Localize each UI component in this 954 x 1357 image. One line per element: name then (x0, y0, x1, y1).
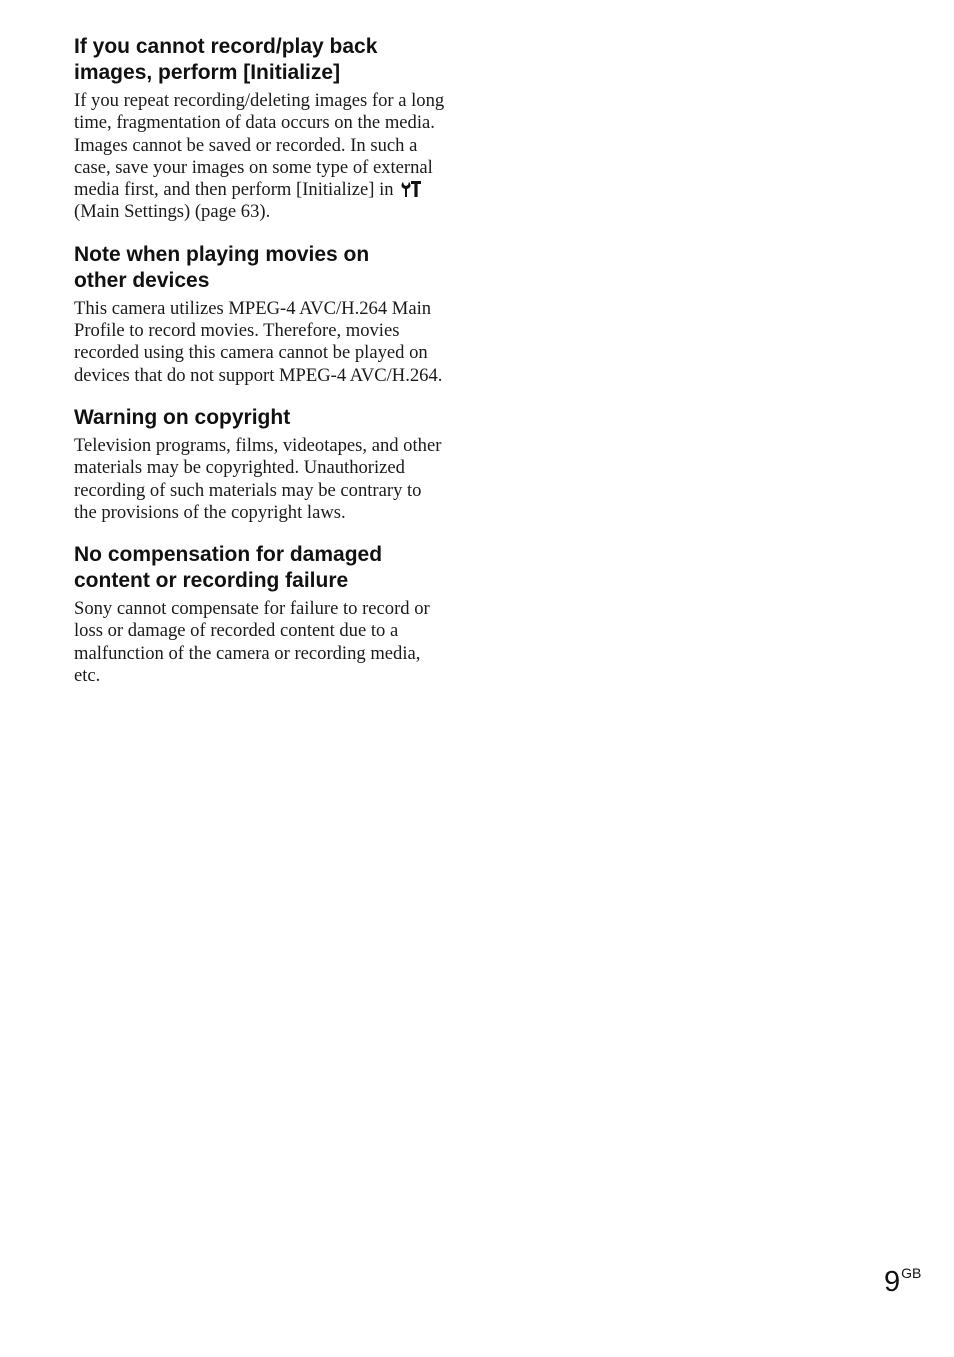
section-heading: Warning on copyright (74, 405, 291, 429)
page-number-suffix: GB (901, 1265, 922, 1281)
page-number (884, 1265, 921, 1299)
section-body: Sony cannot compensate for failure to record or loss or damage of recorded content due to a malfunction of the camera or recording media, etc. (74, 598, 430, 687)
main-settings-icon (400, 180, 422, 198)
section-body: Television programs, films, videotapes, and other materials may be copyrighted. Unauthorized recording of such materials may be contrary to the provisions of the copyright laws. (74, 434, 442, 523)
body-text-before-icon: If you repeat recording/deleting images for a long time, fragmentation of data occurs on the media. Images cannot be saved or recorded. In such a case, save your images on some type of external media first, and then perform [Initialize] in (74, 90, 445, 201)
heading-line: other devices (74, 268, 210, 292)
section-initialize (74, 34, 446, 224)
section-heading (74, 542, 446, 594)
section-body: This camera utilizes MPEG-4 AVC/H.264 Main Profile to record movies. Therefore, movies recorded using this camera cannot be played on devices that do not support MPEG-4 AVC/H.264. (74, 297, 443, 386)
section-body (74, 90, 446, 224)
section-playing-movies (74, 242, 446, 387)
section-no-compensation (74, 542, 446, 687)
page-number-value: 9 (884, 1266, 901, 1298)
heading-line: If you cannot record/play back (74, 35, 378, 58)
section-heading (74, 34, 446, 86)
heading-line: images, perform [Initialize] (74, 61, 341, 84)
heading-line: No compensation for damaged (74, 543, 383, 567)
content-column (74, 34, 446, 687)
heading-line: Note when playing movies on (74, 242, 370, 266)
section-copyright (74, 405, 446, 524)
body-text-after-icon: (Main Settings) (page 63). (74, 201, 271, 223)
section-heading (74, 242, 446, 294)
heading-line: content or recording failure (74, 569, 349, 593)
